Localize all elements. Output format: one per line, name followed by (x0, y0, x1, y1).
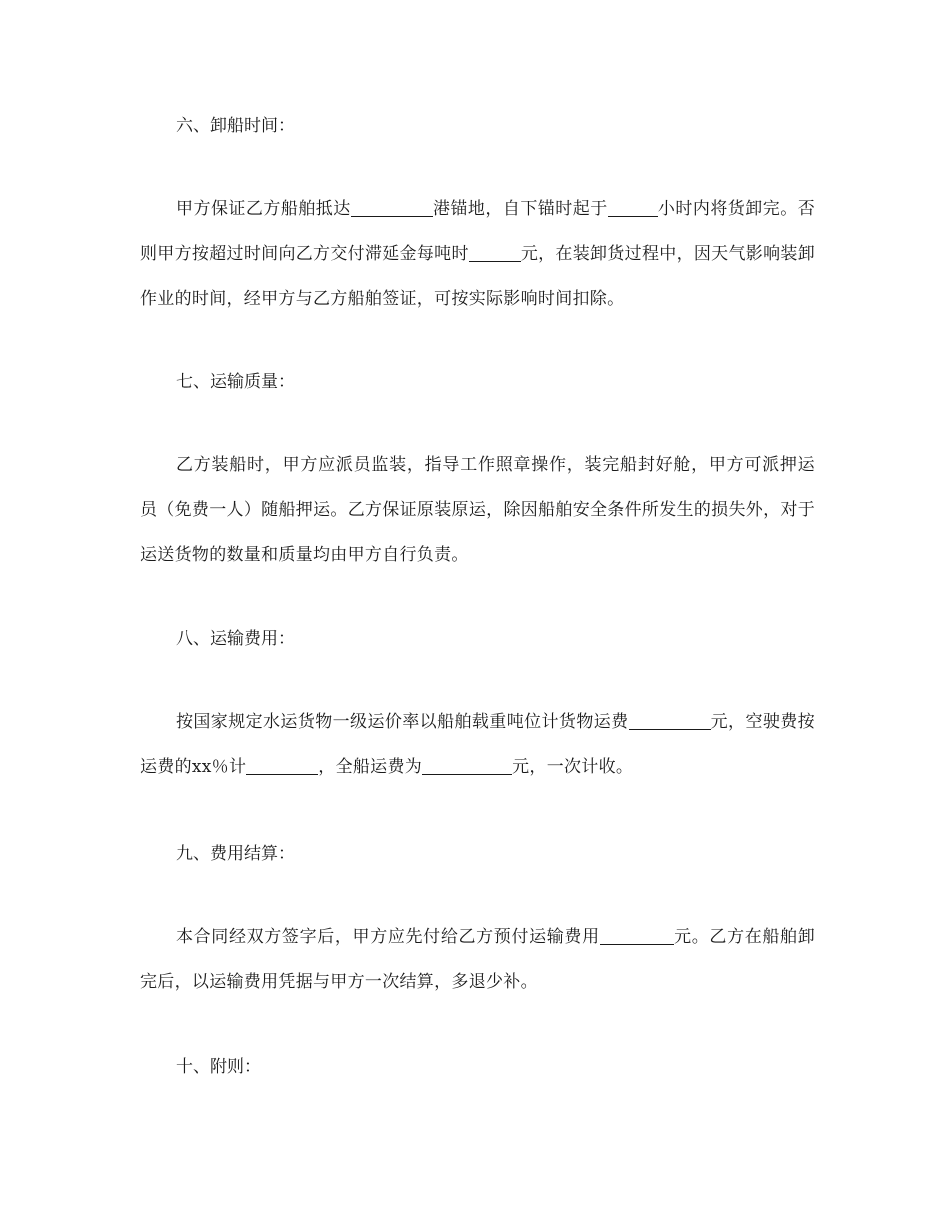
text-segment: ，全船运费为 (318, 757, 423, 777)
text-segment: 元。乙方在船舶卸完后，以运输费用凭据与甲方一次结算，多退少补。 (140, 927, 815, 992)
blank-freight-field[interactable] (629, 711, 711, 730)
text-segment: 元，空驶费按运费的xx％计 (140, 712, 815, 777)
text-segment: 元，在装卸货过程中，因天气影响装卸作业的时间，经甲方与乙方船舶签证，可按实际影响时间扣除。 (140, 244, 816, 309)
paragraph-settlement (140, 915, 815, 1005)
blank-total-freight-field[interactable] (422, 756, 512, 775)
section-heading-transport-quality: 七、运输质量： (176, 372, 295, 392)
blank-prepayment-field[interactable] (600, 926, 674, 945)
section-heading-supplementary: 十、附则： (176, 1057, 261, 1077)
text-segment: 元，一次计收。 (512, 757, 634, 777)
blank-empty-run-field[interactable] (246, 756, 318, 775)
text-segment: 小时内将货卸完。否则甲方按超过时间向乙方交付滞延金每吨时 (140, 199, 816, 264)
blank-hours-field[interactable] (608, 198, 658, 217)
paragraph-unloading-time (140, 187, 815, 322)
paragraph-transport-fees (140, 700, 815, 790)
section-heading-unloading-time: 六、卸船时间： (176, 116, 295, 136)
text-segment: 港锚地，自下锚时起于 (432, 199, 608, 219)
section-heading-transport-fees: 八、运输费用： (176, 629, 295, 649)
paragraph-transport-quality: 乙方装船时，甲方应派员监装，指导工作照章操作，装完船封好舱，甲方可派押运员（免费一人）随船押运。乙方保证原装原运，除因船舶安全条件所发生的损失外，对于运送货物的数量和质量均由甲方自行负责。 (140, 455, 815, 565)
blank-demurrage-field[interactable] (469, 243, 521, 262)
section-heading-settlement: 九、费用结算： (176, 844, 295, 864)
blank-port-field[interactable] (351, 198, 433, 217)
text-segment: 甲方保证乙方船舶抵达 (176, 199, 351, 219)
text-segment: 按国家规定水运货物一级运价率以船舶载重吨位计货物运费 (176, 712, 629, 732)
text-segment: 本合同经双方签字后，甲方应先付给乙方预付运输费用 (176, 927, 600, 947)
